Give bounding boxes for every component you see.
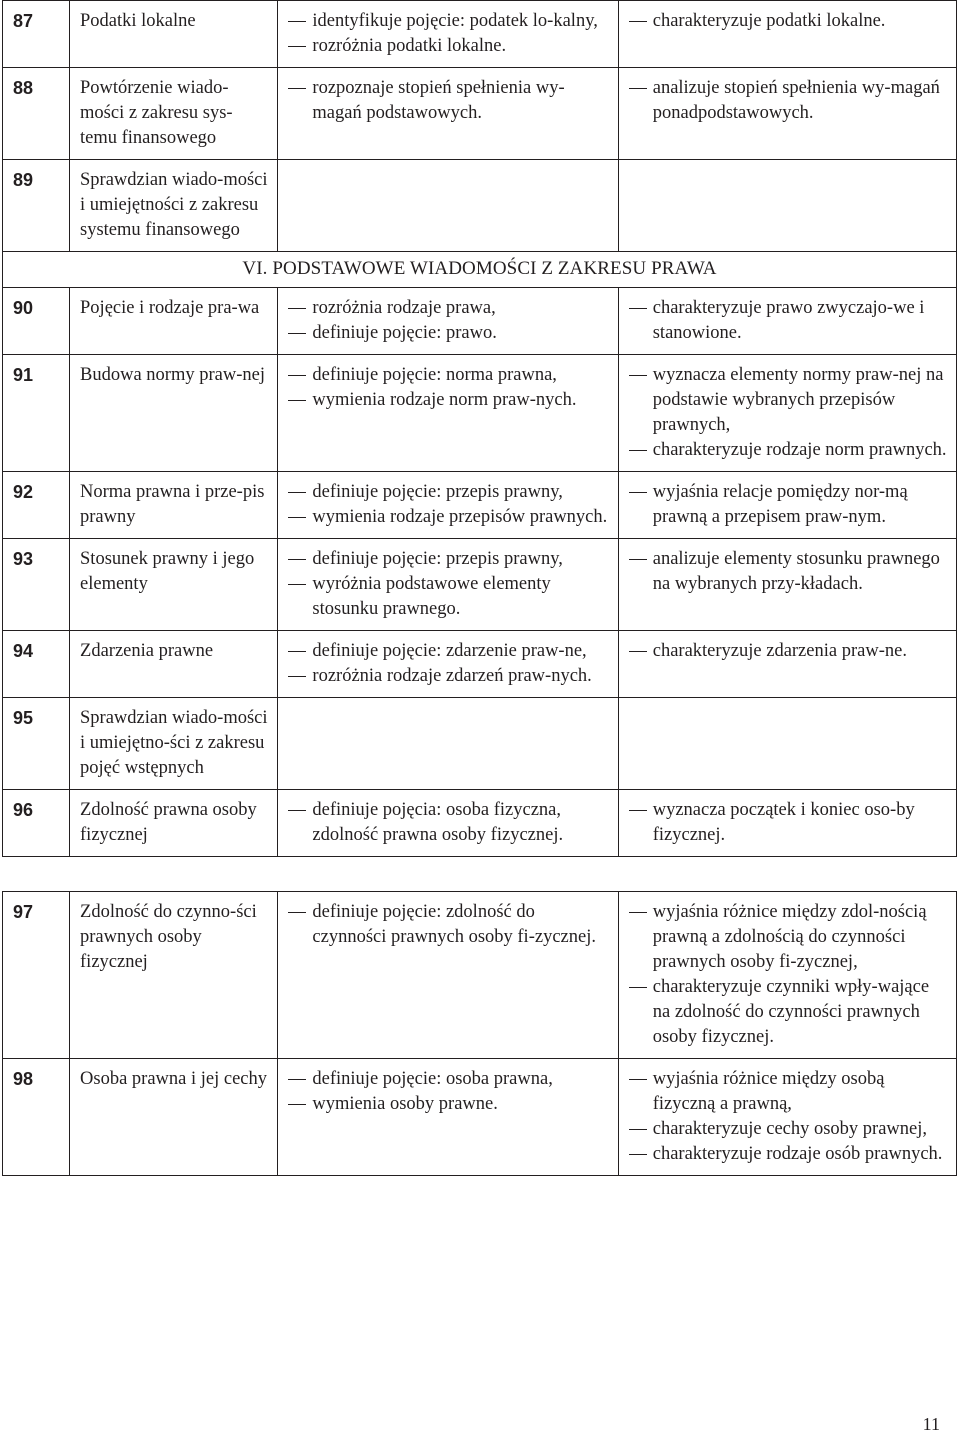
lesson-number: 89 [3,160,70,252]
basic-requirement-item: rozróżnia rodzaje zdarzeń praw-nych. [286,664,609,689]
basic-requirement-item: definiuje pojęcie: zdolność do czynności prawnych osoby fi-zycznej. [286,900,609,950]
advanced-requirement-item: wyjaśnia różnice między osobą fizyczną a prawną, [627,1067,948,1117]
table-gap [3,857,957,892]
basic-requirement-item: definiuje pojęcie: zdarzenie praw-ne, [286,639,609,664]
basic-requirements-cell [278,631,618,698]
advanced-requirement-item: analizuje elementy stosunku prawnego na wybranych przy-kładach. [627,547,948,597]
advanced-requirements-cell [618,160,956,252]
advanced-requirements-cell [618,68,956,160]
basic-requirements-cell [278,698,618,790]
basic-requirements-cell [278,160,618,252]
basic-requirement-item: definiuje pojęcie: prawo. [286,321,609,346]
basic-requirement-item: definiuje pojęcie: przepis prawny, [286,480,609,505]
table-section-header [3,252,957,288]
basic-requirement-item: definiuje pojęcie: osoba prawna, [286,1067,609,1092]
table-row [3,539,957,631]
basic-requirement-item: wyróżnia podstawowe elementy stosunku prawnego. [286,572,609,622]
table-section-law-continued [3,892,957,1176]
lesson-topic: Zdolność prawna osoby fizycznej [70,790,278,857]
advanced-requirements-cell [618,1,956,68]
lesson-topic: Sprawdzian wiado-mości i umiejętności z zakresu systemu finansowego [70,160,278,252]
advanced-requirements-cell [618,539,956,631]
lesson-topic: Powtórzenie wiado-mości z zakresu sys-temu finansowego [70,68,278,160]
table-row [3,631,957,698]
table-page-gap [3,857,957,892]
basic-requirements-cell [278,68,618,160]
lesson-topic: Osoba prawna i jej cechy [70,1059,278,1176]
table-row [3,790,957,857]
basic-requirement-item: definiuje pojęcia: osoba fizyczna, zdolność prawna osoby fizycznej. [286,798,609,848]
basic-requirements-cell [278,1059,618,1176]
lesson-number: 95 [3,698,70,790]
curriculum-table [2,0,957,1176]
lesson-topic: Pojęcie i rodzaje pra-wa [70,288,278,355]
basic-requirement-item: definiuje pojęcie: norma prawna, [286,363,609,388]
advanced-requirement-item: charakteryzuje czynniki wpły-wające na zdolność do czynności prawnych osoby fizycznej. [627,975,948,1050]
basic-requirements-cell [278,288,618,355]
advanced-requirement-item: wyjaśnia różnice między zdol-nością prawną a zdolnością do czynności prawnych osoby fi-zycznej, [627,900,948,975]
advanced-requirements-cell [618,288,956,355]
table-section-finance [3,1,957,252]
advanced-requirements-cell [618,631,956,698]
advanced-requirement-item: charakteryzuje cechy osoby prawnej, [627,1117,948,1142]
lesson-number: 96 [3,790,70,857]
advanced-requirement-item: wyznacza elementy normy praw-nej na podstawie wybranych przepisów prawnych, [627,363,948,438]
advanced-requirements-cell [618,355,956,472]
basic-requirement-item: definiuje pojęcie: przepis prawny, [286,547,609,572]
advanced-requirement-item: charakteryzuje rodzaje norm prawnych. [627,438,948,463]
basic-requirements-cell [278,472,618,539]
table-row [3,68,957,160]
table-row [3,472,957,539]
lesson-number: 90 [3,288,70,355]
table-row [3,355,957,472]
lesson-number: 93 [3,539,70,631]
basic-requirement-item: rozróżnia podatki lokalne. [286,34,609,59]
table-row [3,1,957,68]
lesson-number: 94 [3,631,70,698]
lesson-topic: Podatki lokalne [70,1,278,68]
lesson-number: 97 [3,892,70,1059]
lesson-topic: Zdarzenia prawne [70,631,278,698]
advanced-requirement-item: wyjaśnia relacje pomiędzy nor-mą prawną a przepisem praw-nym. [627,480,948,530]
table-row [3,892,957,1059]
lesson-topic: Sprawdzian wiado-mości i umiejętno-ści z zakresu pojęć wstępnych [70,698,278,790]
advanced-requirements-cell [618,472,956,539]
basic-requirements-cell [278,892,618,1059]
table-row [3,160,957,252]
advanced-requirements-cell [618,698,956,790]
table-row [3,1059,957,1176]
advanced-requirements-cell [618,790,956,857]
advanced-requirement-item: wyznacza początek i koniec oso-by fizycznej. [627,798,948,848]
lesson-topic: Norma prawna i prze-pis prawny [70,472,278,539]
basic-requirement-item: rozpoznaje stopień spełnienia wy-magań podstawowych. [286,76,609,126]
table-row [3,698,957,790]
table-row [3,288,957,355]
lesson-number: 92 [3,472,70,539]
lesson-number: 88 [3,68,70,160]
basic-requirement-item: wymienia rodzaje przepisów prawnych. [286,505,609,530]
basic-requirement-item: identyfikuje pojęcie: podatek lo-kalny, [286,9,609,34]
lesson-number: 87 [3,1,70,68]
advanced-requirement-item: charakteryzuje rodzaje osób prawnych. [627,1142,948,1167]
basic-requirements-cell [278,355,618,472]
basic-requirements-cell [278,790,618,857]
advanced-requirements-cell [618,892,956,1059]
lesson-number: 98 [3,1059,70,1176]
basic-requirements-cell [278,539,618,631]
advanced-requirement-item: charakteryzuje podatki lokalne. [627,9,948,34]
section-title: VI. PODSTAWOWE WIADOMOŚCI Z ZAKRESU PRAWA [3,252,957,288]
table-section-law [3,288,957,857]
lesson-topic: Stosunek prawny i jego elementy [70,539,278,631]
lesson-topic: Zdolność do czynno-ści prawnych osoby fizycznej [70,892,278,1059]
basic-requirements-cell [278,1,618,68]
advanced-requirements-cell [618,1059,956,1176]
advanced-requirement-item: analizuje stopień spełnienia wy-magań ponadpodstawowych. [627,76,948,126]
advanced-requirement-item: charakteryzuje zdarzenia praw-ne. [627,639,948,664]
lesson-number: 91 [3,355,70,472]
page-number: 11 [922,1414,940,1434]
advanced-requirement-item: charakteryzuje prawo zwyczajo-we i stanowione. [627,296,948,346]
basic-requirement-item: wymienia osoby prawne. [286,1092,609,1117]
basic-requirement-item: rozróżnia rodzaje prawa, [286,296,609,321]
basic-requirement-item: wymienia rodzaje norm praw-nych. [286,388,609,413]
lesson-topic: Budowa normy praw-nej [70,355,278,472]
